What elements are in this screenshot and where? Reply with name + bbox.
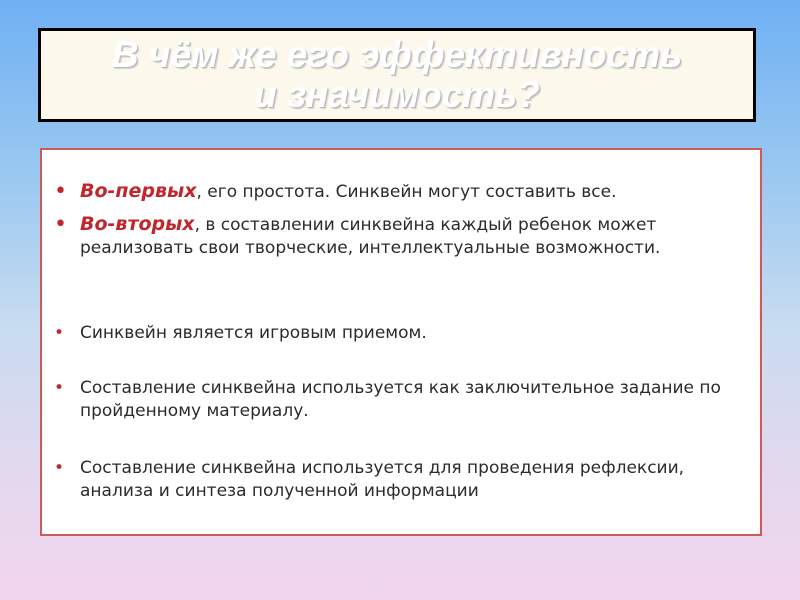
- slide-title-line-1: В чём же его эффективность: [111, 34, 683, 75]
- content-box: [40, 148, 762, 536]
- item-body: , его простота. Синквейн могут составить все.: [196, 182, 617, 202]
- slide-title-line-2: и значимость?: [254, 74, 540, 115]
- bullet-icon: •: [54, 212, 67, 237]
- item-body: Составление синквейна используется для проведения рефлексии, анализа и синтеза полученной информации: [80, 458, 685, 501]
- slide-title-box: [38, 28, 756, 122]
- list-item-text: [80, 213, 744, 260]
- emphasis-label: Во-первых: [80, 180, 197, 202]
- bullet-icon: •: [54, 323, 65, 343]
- list-item: [54, 322, 744, 345]
- item-body: Составление синквейна используется как заключительное задание по пройденному материалу.: [80, 378, 721, 421]
- list-item: [54, 180, 744, 204]
- bullet-icon: •: [54, 378, 65, 398]
- list-item: [54, 377, 744, 423]
- list-item: [54, 457, 744, 503]
- bullet-icon: •: [54, 179, 67, 204]
- item-body: , в составлении синквейна каждый ребенок может реализовать свои творческие, интеллектуальные возможности.: [80, 215, 661, 258]
- bullet-icon: •: [54, 458, 65, 478]
- list-item: [54, 213, 744, 260]
- list-item-text: [80, 180, 744, 204]
- item-body: Синквейн является игровым приемом.: [80, 323, 427, 343]
- emphasis-label: Во-вторых: [80, 213, 195, 235]
